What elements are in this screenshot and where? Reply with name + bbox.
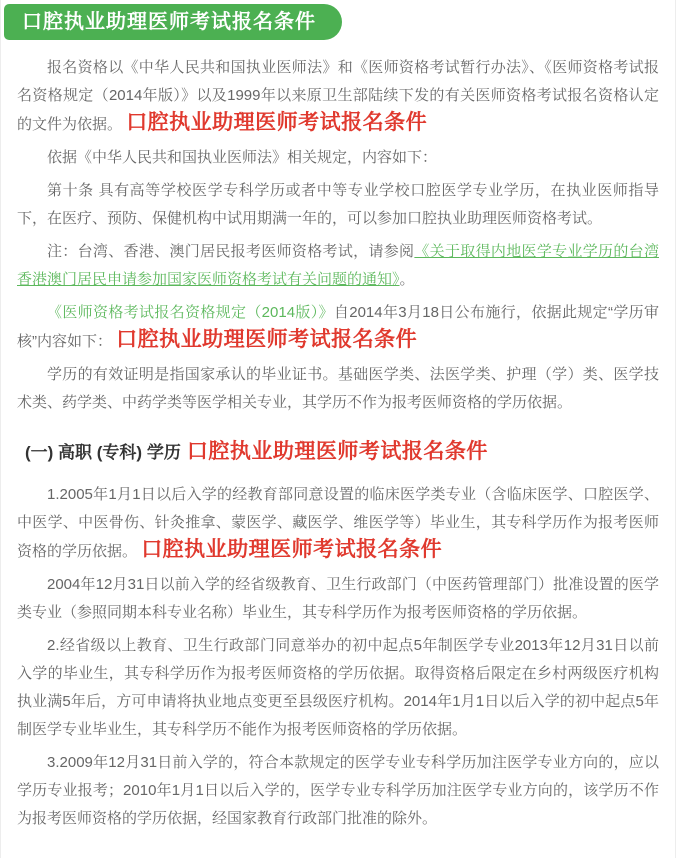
paragraph-pre-2004 <box>17 571 659 627</box>
regulation-link[interactable]: 《医师资格考试报名资格规定（2014版）》 <box>47 304 334 321</box>
paragraph-note-hmt <box>17 238 659 294</box>
body-text: 注：台湾、香港、澳门居民报考医师资格考试，请参阅 <box>47 243 415 260</box>
paragraph-article-ten <box>17 177 659 233</box>
body-text: 2.经省级以上教育、卫生行政部门同意举办的初中起点5年制医学专业2013年12月31日以前入学的毕业生，其专科学历作为报考医师资格的学历依据。取得资格后限定在乡村两级医疗机构执业满5年后，方可申请将执业地点变更至县级医疗机构。2014年1月1日以后入学的初中起点5年制医学专业毕业生，其专科学历不能作为报考医师资格的学历依据。 <box>17 637 659 738</box>
red-keyword-text: 口腔执业助理医师考试报名条件 <box>141 538 443 561</box>
notice-link[interactable]: 《关于取得内地医学专业学历的台湾香港澳门居民申请参加国家医师资格考试有关问题的通知》 <box>17 243 659 288</box>
paragraph-basis <box>17 144 659 172</box>
body-text: 。 <box>399 271 415 288</box>
section-heading-vocational-diploma <box>25 439 659 467</box>
body-text: 学历的有效证明是指国家承认的毕业证书。基础医学类、法医学类、护理（学）类、医学技术类、药学类、中药学类等医学相关专业，其学历不作为报考医师资格的学历依据。 <box>17 366 659 411</box>
body-text: 自2014年3月18日公布施行，依据此规定“学历审核”内容如下： <box>17 304 659 350</box>
article-content <box>1 40 675 833</box>
section-heading-label: (一) 高职 (专科) 学历 <box>25 443 181 462</box>
paragraph-diploma-proof <box>17 361 659 417</box>
body-text: 第十条 具有高等学校医学专科学历或者中等专业学校口腔医学专业学历，在执业医师指导下，在医疗、预防、保健机构中试用期满一年的，可以参加口腔执业助理医师资格考试。 <box>17 182 659 227</box>
body-text: 报名资格以《中华人民共和国执业医师法》和《医师资格考试暂行办法》、《医师资格考试报名资格规定（2014年版）》以及1999年以来原卫生部陆续下发的有关医师资格考试报名资格认定的文件为依据。 <box>17 59 659 133</box>
paragraph-item-3 <box>17 749 659 833</box>
body-text: 1.2005年1月1日以后入学的经教育部同意设置的临床医学类专业（含临床医学、口腔医学、中医学、中医骨伤、针灸推拿、蒙医学、藏医学、维医学等）毕业生，其专科学历作为报考医师资格的学历依据。 <box>17 486 659 560</box>
paragraph-intro <box>17 54 659 139</box>
paragraph-2014-regulation <box>17 299 659 356</box>
red-keyword-text: 口腔执业助理医师考试报名条件 <box>186 440 488 463</box>
paragraph-item-2 <box>17 632 659 744</box>
page-title: 口腔执业助理医师考试报名条件 <box>22 11 316 33</box>
red-keyword-text: 口腔执业助理医师考试报名条件 <box>116 328 418 351</box>
red-keyword-text: 口腔执业助理医师考试报名条件 <box>126 111 428 134</box>
body-text: 3.2009年12月31日前入学的，符合本款规定的医学专业专科学历加注医学专业方向的，应以学历专业报考；2010年1月1日以后入学的，医学专业专科学历加注医学专业方向的，该学历不作为报考医师资格的学历依据，经国家教育行政部门批准的除外。 <box>17 754 659 827</box>
paragraph-item-1 <box>17 481 659 566</box>
page-title-banner <box>4 4 342 40</box>
body-text: 2004年12月31日以前入学的经省级教育、卫生行政部门（中医药管理部门）批准设置的医学类专业（参照同期本科专业名称）毕业生，其专科学历作为报考医师资格的学历依据。 <box>17 576 659 621</box>
body-text: 依据《中华人民共和国执业医师法》相关规定，内容如下： <box>47 149 438 166</box>
